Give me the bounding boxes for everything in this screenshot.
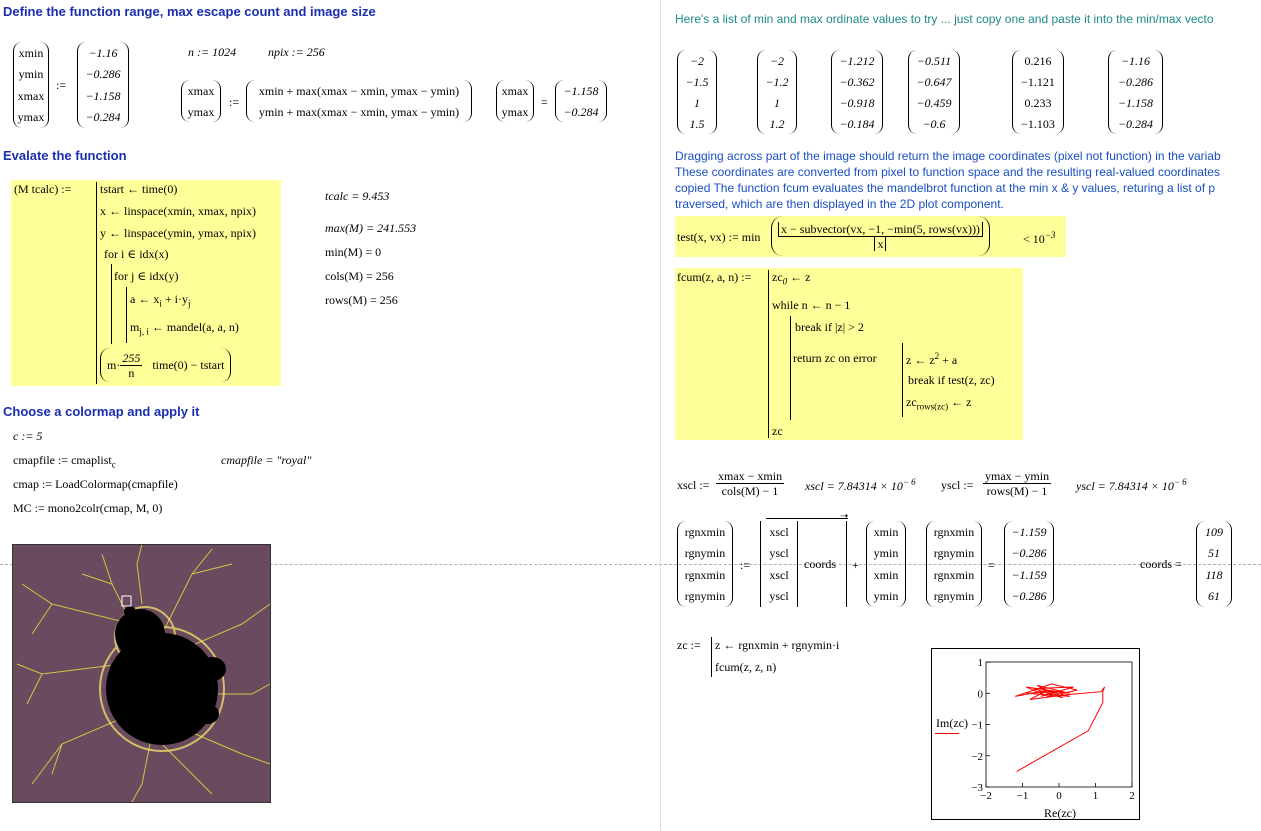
list-note: Here's a list of min and max ordinate values to try ... just copy one and paste it into the min/max vecto bbox=[675, 12, 1214, 26]
x-tick-label: −2 bbox=[980, 790, 992, 802]
result-cols[interactable]: cols(M) = 256 bbox=[325, 269, 394, 283]
note-line: copied The function fcum evaluates the mandelbrot function at the min x & y values, returing a list of p bbox=[675, 181, 1216, 195]
matrix-cell: −0.284 bbox=[563, 104, 599, 119]
y-tick-label: −2 bbox=[971, 750, 983, 763]
fcum-line: $zc_0$ ← z bbox=[772, 270, 811, 287]
matrix-cell: ymax bbox=[17, 110, 45, 125]
result-tcalc[interactable]: tcalc = 9.453 bbox=[325, 189, 390, 203]
program-bar bbox=[126, 287, 127, 343]
matrix-cell: −1.158 bbox=[1117, 95, 1154, 110]
matrix-cell: −0.6 bbox=[922, 116, 946, 131]
matrix-cell: −0.184 bbox=[839, 116, 875, 131]
matrix-cell: −1.158 bbox=[85, 88, 121, 103]
yscl-fraction[interactable]: $\frac{ymax - ymin}{\text{rows(M) − 1}}$ bbox=[985, 469, 1050, 498]
cmapfile-eval[interactable]: cmapfile = "royal" bbox=[221, 453, 312, 467]
program-line: x ← linspace(xmin, xmax, npix) bbox=[100, 204, 256, 218]
fcum-line: break if |z| > 2 bbox=[795, 320, 864, 334]
matrix-cell: rgnxmin bbox=[684, 567, 726, 582]
matrix-cell: −0.286 bbox=[85, 67, 121, 82]
matrix-cell: rgnxmin bbox=[933, 524, 975, 539]
trace-series-line bbox=[1015, 684, 1104, 772]
rgn-eval-values-vector[interactable] bbox=[1004, 521, 1054, 607]
rgn-eval-names-vector[interactable] bbox=[926, 521, 982, 607]
preset-vector[interactable] bbox=[757, 50, 797, 134]
preset-vector[interactable] bbox=[831, 50, 883, 134]
matrix-cell: rgnxmin bbox=[933, 567, 975, 582]
fcum-line: return zc on error bbox=[793, 351, 877, 365]
matrix-cell: −0.362 bbox=[839, 74, 875, 89]
matrix-cell: −1.103 bbox=[1021, 116, 1055, 131]
max-eval-lhs-vector[interactable] bbox=[496, 80, 534, 122]
matrix-cell: −1.5 bbox=[685, 74, 709, 89]
test-comparison: < $10^{-3}$ bbox=[1023, 230, 1056, 246]
matrix-cell: 1.2 bbox=[769, 116, 785, 131]
result-rows[interactable]: rows(M) = 256 bbox=[325, 293, 398, 307]
yscl-lhs: yscl := bbox=[941, 478, 974, 492]
matrix-cell: xmin bbox=[873, 567, 899, 582]
range-values-vector[interactable] bbox=[77, 42, 129, 128]
xscl-fraction[interactable]: $\frac{xmax - xmin}{\text{cols(M) − 1}}$ bbox=[718, 469, 783, 498]
matrix-cell: −1.16 bbox=[1120, 53, 1151, 68]
program-bar bbox=[111, 264, 112, 344]
fcum-line: $zc_{rows(zc)}$ ← z bbox=[906, 395, 972, 412]
matrix-cell: −2 bbox=[689, 53, 705, 68]
matrix-cell: rgnymin bbox=[684, 546, 726, 561]
matrix-cell: −0.918 bbox=[839, 95, 875, 110]
mc-definition[interactable]: MC := mono2colr(cmap, M, 0) bbox=[13, 501, 163, 515]
matrix-cell: ymax bbox=[187, 104, 215, 119]
equals-operator: = bbox=[541, 95, 548, 109]
matrix-cell: −1.16 bbox=[88, 45, 118, 60]
assign-operator: := bbox=[56, 78, 67, 92]
fcum-line: break if test(z, zc) bbox=[908, 373, 995, 387]
fcum-lhs: fcum(z, a, n) := bbox=[677, 270, 752, 284]
matrix-cell: 109 bbox=[1205, 524, 1223, 539]
matrix-cell: 118 bbox=[1205, 567, 1223, 582]
matrix-cell: yscl bbox=[769, 546, 789, 561]
x-tick-label: 1 bbox=[1092, 790, 1099, 802]
matrix-cell: xmin bbox=[18, 45, 44, 60]
range-names-vector[interactable] bbox=[13, 42, 49, 128]
matrix-cell: −1.121 bbox=[1021, 74, 1055, 89]
plot-xlabel: Re(zc) bbox=[1044, 806, 1076, 820]
yscl-eval[interactable]: yscl = $7.84314 \times 10^{- 6}$ bbox=[1076, 477, 1187, 493]
program-line-m: $m_{j, i}$ ← mandel(a, a, n) bbox=[130, 320, 239, 337]
coords-ref: coords bbox=[804, 557, 836, 571]
preset-vector[interactable] bbox=[1108, 50, 1163, 134]
legend-swatch bbox=[935, 733, 959, 734]
vectorize-arrow bbox=[766, 518, 848, 519]
matrix-cell: −1.158 bbox=[563, 83, 599, 98]
result-max[interactable]: max(M) = 241.553 bbox=[325, 221, 417, 235]
program-line: tstart ← time(0) bbox=[100, 182, 178, 196]
matrix-cell: ymin bbox=[873, 546, 899, 561]
program-line: for j ∈ idx(y) bbox=[114, 269, 179, 283]
matrix-cell: ymin bbox=[18, 67, 44, 82]
matrix-cell: yscl bbox=[769, 589, 789, 604]
coords-values-vector[interactable] bbox=[1196, 521, 1232, 607]
program-bar bbox=[768, 270, 769, 438]
test-argument: $\frac{\text{x − subvector(vx, −1, −min(5, rows(vx)))}}{x}$ bbox=[771, 216, 990, 256]
coords-eval-label: coords = bbox=[1140, 557, 1182, 571]
matrix-cell: xscl bbox=[769, 567, 789, 582]
matrix-cell: −0.511 bbox=[916, 53, 952, 68]
max-lhs-vector[interactable] bbox=[181, 80, 221, 122]
matrix-cell: rgnymin bbox=[933, 546, 975, 561]
matrix-cell: xscl bbox=[769, 524, 789, 539]
cmap-definition[interactable]: cmap := LoadColormap(cmapfile) bbox=[13, 477, 178, 491]
matrix-cell: 0.233 bbox=[1024, 95, 1052, 110]
c-definition[interactable]: c := 5 bbox=[13, 429, 43, 443]
matrix-cell: xmax bbox=[501, 83, 529, 98]
y-tick-label: −3 bbox=[971, 782, 983, 794]
preset-vector[interactable] bbox=[1012, 50, 1064, 134]
matrix-cell: −1.2 bbox=[765, 74, 789, 89]
program-bar bbox=[711, 637, 712, 677]
program-line: y ← linspace(ymin, ymax, npix) bbox=[100, 226, 256, 240]
max-rhs-vector[interactable] bbox=[246, 80, 472, 122]
matrix-cell: ymax bbox=[501, 104, 529, 119]
y-tick-label: −1 bbox=[971, 719, 983, 732]
matrix-cell: 1.5 bbox=[689, 116, 705, 131]
assign-operator: := bbox=[740, 558, 751, 572]
program-line: for i ∈ idx(x) bbox=[104, 247, 169, 261]
note-line: Dragging across part of the image should return the image coordinates (pixel not function) in the variab bbox=[675, 149, 1221, 163]
program-line-a: a ← $x_i + i\cdot y_j$ bbox=[130, 292, 191, 309]
matrix-cell: −0.286 bbox=[1011, 546, 1047, 561]
column-divider bbox=[660, 0, 661, 831]
matrix-cell: 51 bbox=[1208, 546, 1220, 561]
note-line: These coordinates are converted from pixel to function space and the resulting real-valued coordinates bbox=[675, 165, 1220, 179]
x-tick-label: −1 bbox=[1016, 790, 1029, 802]
plus-operator: + bbox=[852, 558, 859, 572]
program-bar bbox=[96, 182, 97, 384]
matrix-cell: −0.284 bbox=[1117, 116, 1154, 131]
matrix-cell: ymin bbox=[873, 589, 899, 604]
assign-operator: := bbox=[229, 95, 240, 109]
x-tick-label: 2 bbox=[1129, 790, 1135, 802]
matrix-cell: −0.286 bbox=[1011, 589, 1047, 604]
plot-area bbox=[986, 662, 1132, 787]
program-bar bbox=[902, 343, 903, 417]
n-definition[interactable]: n := 1024 bbox=[188, 45, 237, 59]
equals-operator: = bbox=[988, 558, 995, 572]
plot-ylabel: Im(zc) bbox=[936, 716, 968, 730]
vectorize-arrowhead: ➝ bbox=[840, 511, 849, 522]
x-tick-label: 0 bbox=[1056, 790, 1062, 802]
matrix-cell: ymin + max(xmax − xmin, ymax − ymin) bbox=[258, 104, 460, 119]
mandelbrot-image[interactable] bbox=[12, 544, 271, 803]
matrix-cell: −1.159 bbox=[1011, 567, 1047, 582]
preset-vector[interactable] bbox=[908, 50, 960, 134]
zc-line: fcum(z, z, n) bbox=[715, 660, 777, 674]
heading-range: Define the function range, max escape count and image size bbox=[3, 4, 376, 19]
preset-vector[interactable] bbox=[677, 50, 717, 134]
matrix-cell: −2 bbox=[769, 53, 785, 68]
matrix-cell: rgnxmin bbox=[684, 524, 726, 539]
xscl-lhs: xscl := bbox=[677, 478, 710, 492]
matrix-cell: −0.284 bbox=[85, 110, 121, 125]
rgn-names-vector[interactable] bbox=[677, 521, 733, 607]
trace-plot[interactable] bbox=[931, 648, 1140, 820]
program-lhs: (M tcalc) := bbox=[14, 182, 72, 196]
test-lhs: test(x, vx) := min bbox=[677, 230, 761, 244]
zc-line: z ← rgnxmin + rgnymin·i bbox=[715, 638, 840, 652]
xscl-eval[interactable]: xscl = $7.84314 \times 10^{- 6}$ bbox=[805, 477, 916, 493]
matrix-cell: rgnymin bbox=[684, 589, 726, 604]
max-eval-values-vector[interactable] bbox=[555, 80, 607, 122]
matrix-cell: 0.216 bbox=[1024, 53, 1052, 68]
cmapfile-definition[interactable]: cmapfile := cmaplist$_c$ bbox=[13, 453, 116, 470]
note-line: traversed, which are then displayed in the 2D plot component. bbox=[675, 197, 1004, 211]
matrix-cell: xmax bbox=[187, 83, 215, 98]
y-tick-label: 1 bbox=[977, 657, 983, 669]
matrix-cell: xmin + max(xmax − xmin, ymax − ymin) bbox=[258, 83, 460, 98]
matrix-cell: −0.286 bbox=[1117, 74, 1154, 89]
matrix-cell: −1.159 bbox=[1011, 524, 1047, 539]
zc-lhs: zc := bbox=[677, 638, 701, 652]
result-min[interactable]: min(M) = 0 bbox=[325, 245, 382, 259]
fcum-line: while n ← n − 1 bbox=[772, 298, 851, 312]
matrix-cell: 61 bbox=[1208, 589, 1220, 604]
drag-note bbox=[675, 148, 1261, 212]
bracket-right bbox=[846, 521, 847, 607]
program-bar bbox=[790, 316, 791, 420]
matrix-cell: −0.459 bbox=[916, 95, 952, 110]
heading-colormap: Choose a colormap and apply it bbox=[3, 404, 200, 419]
program-return-expression: m· $\frac{255}{n}$ time(0) − tstart bbox=[100, 348, 231, 382]
matrix-cell: rgnymin bbox=[933, 589, 975, 604]
fcum-line: z ← $z^2 + a$ bbox=[906, 351, 958, 367]
heading-evaluate: Evalate the function bbox=[3, 148, 127, 163]
matrix-cell: xmin bbox=[873, 524, 899, 539]
matrix-cell: xmax bbox=[17, 88, 45, 103]
matrix-cell: 1 bbox=[694, 95, 700, 110]
matrix-cell: −0.647 bbox=[916, 74, 952, 89]
y-tick-label: 0 bbox=[977, 688, 983, 701]
scl-vector[interactable] bbox=[760, 521, 798, 607]
min-names-vector[interactable] bbox=[866, 521, 906, 607]
fcum-line: zc bbox=[772, 424, 783, 438]
matrix-cell: −1.212 bbox=[839, 53, 875, 68]
matrix-cell: 1 bbox=[774, 95, 780, 110]
npix-definition[interactable]: npix := 256 bbox=[268, 45, 325, 59]
